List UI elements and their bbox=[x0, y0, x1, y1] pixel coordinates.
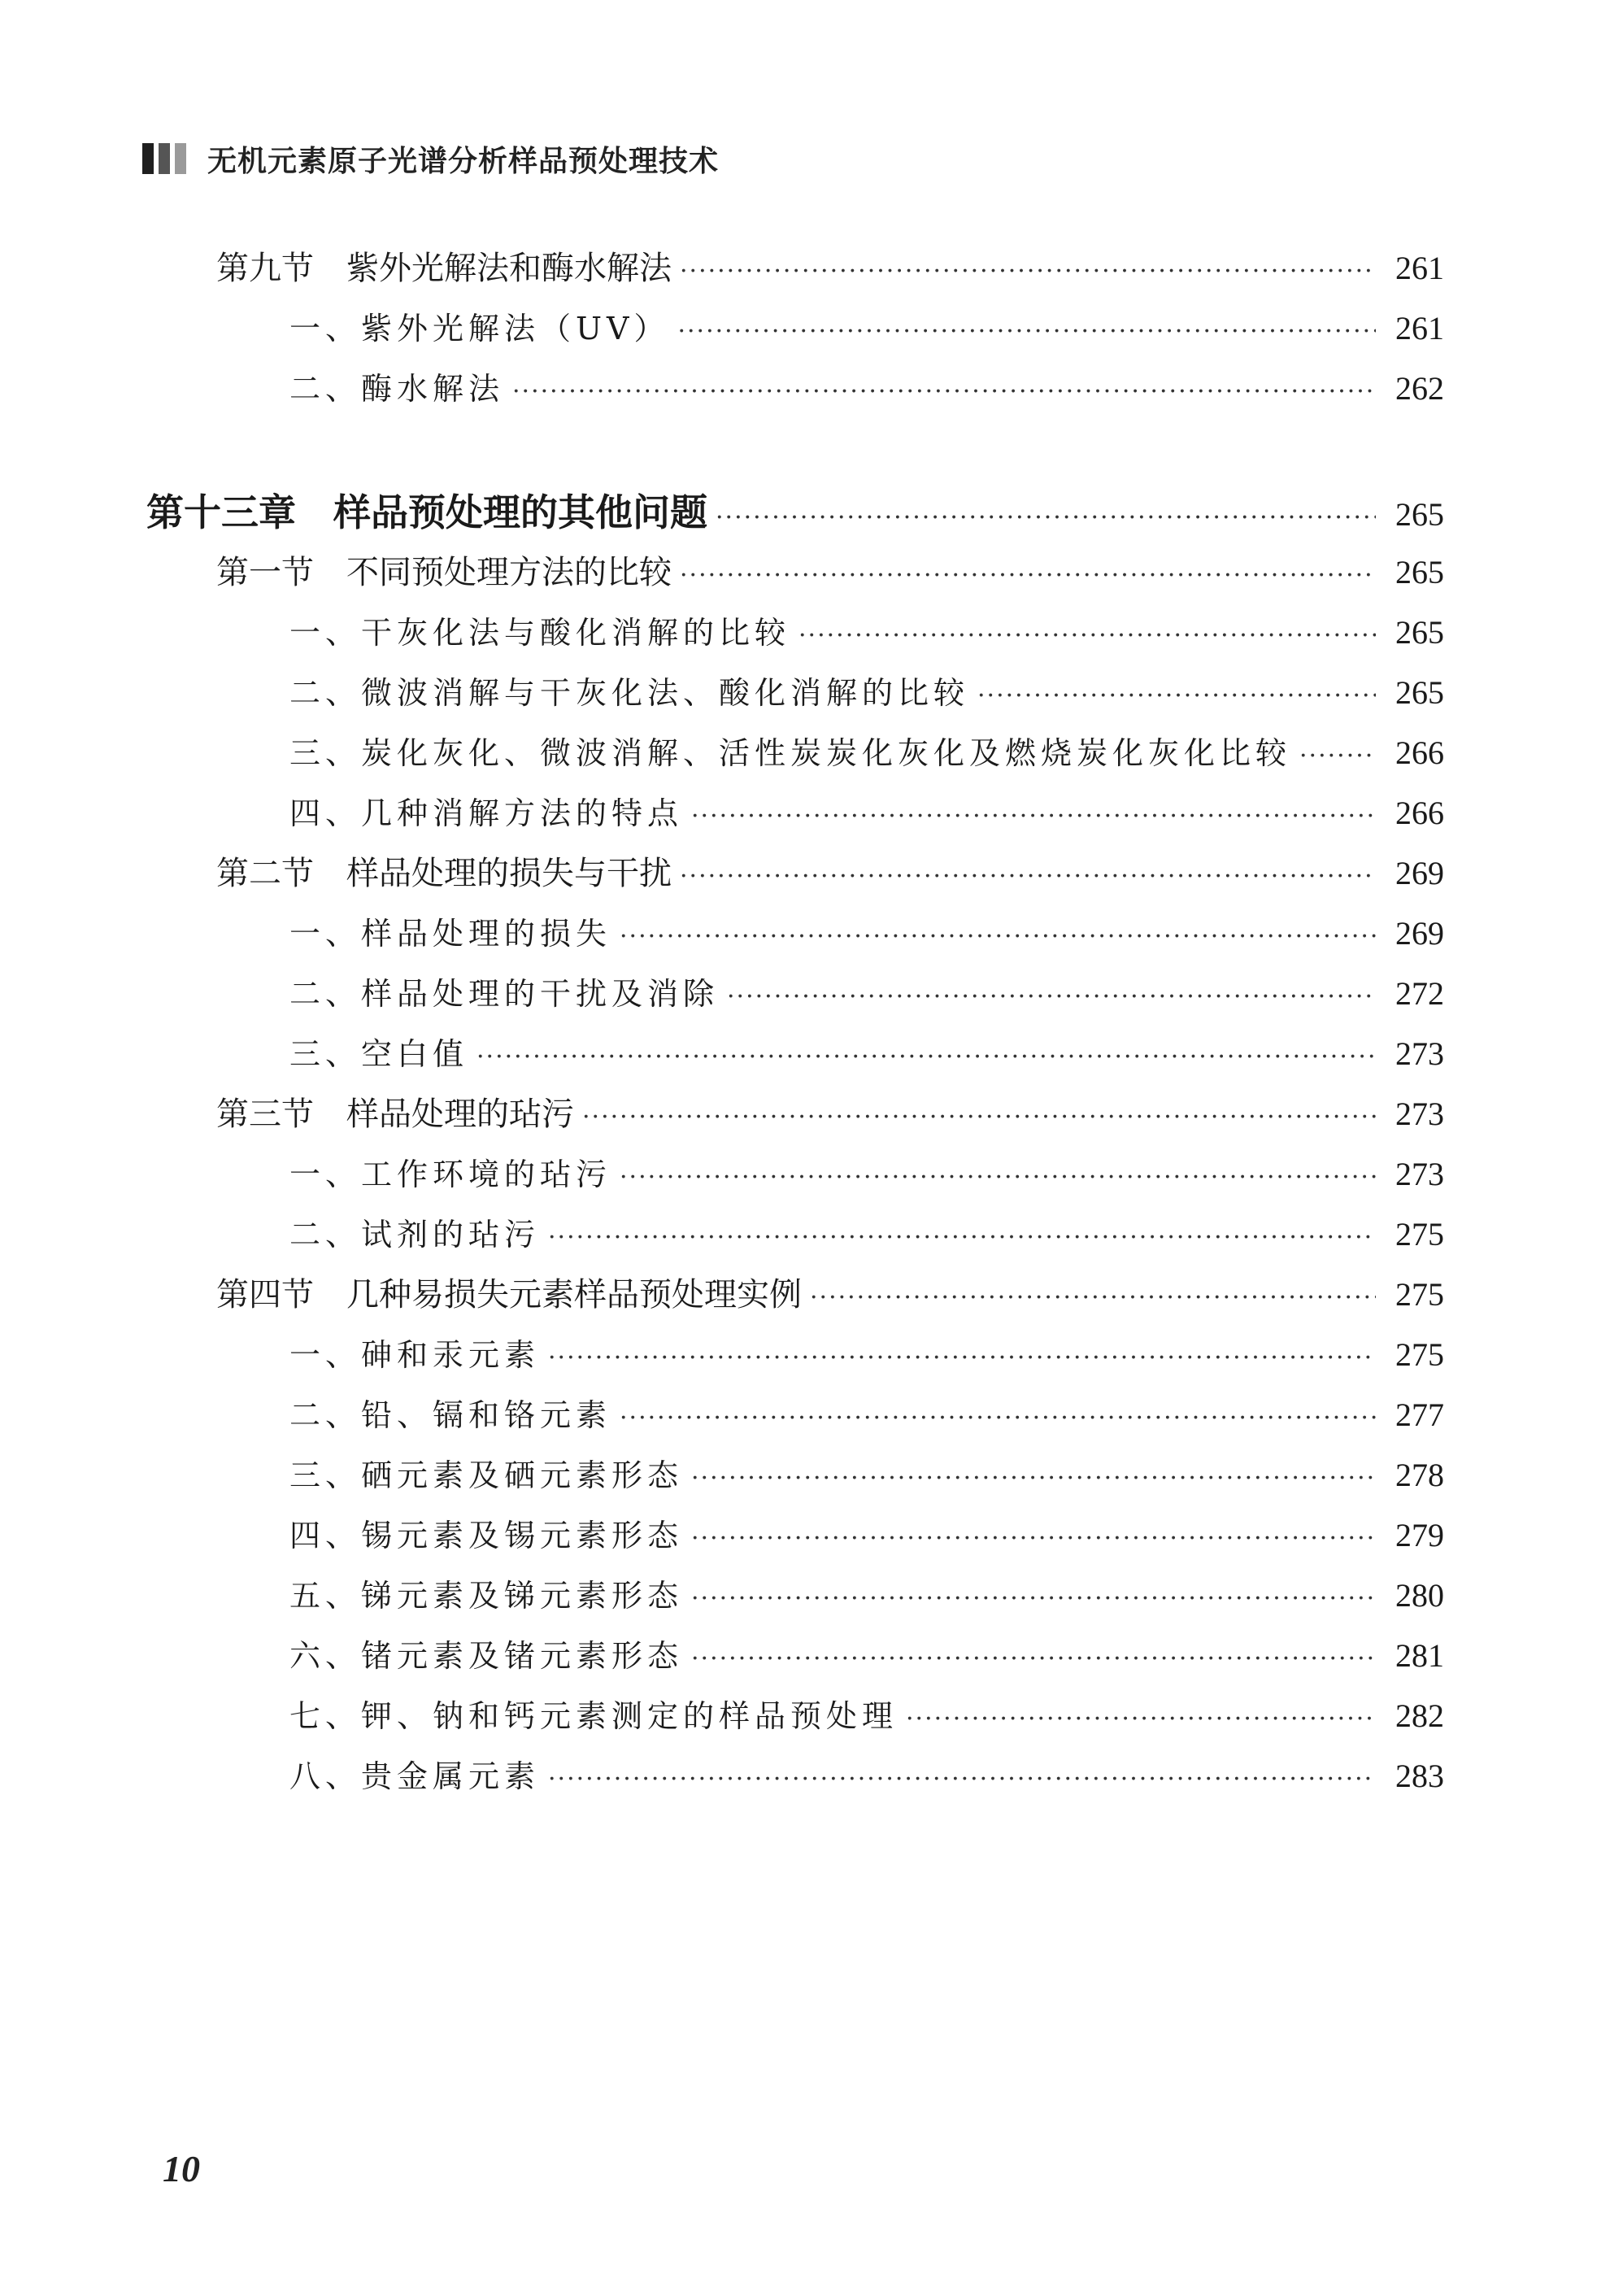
dot-leader bbox=[691, 1454, 1376, 1503]
toc-entry-label: 七、钾、钠和钙元素测定的样品预处理 bbox=[289, 1698, 899, 1734]
toc-entry-page: 278 bbox=[1395, 1457, 1444, 1493]
toc-entry-page: 269 bbox=[1395, 855, 1444, 891]
dot-leader bbox=[680, 852, 1376, 901]
toc-entry-label: 二、试剂的玷污 bbox=[289, 1217, 541, 1253]
toc-entry-page: 272 bbox=[1395, 975, 1444, 1012]
toc-entry-label: 一、紫外光解法（UV） bbox=[289, 311, 670, 346]
toc-entry-label: 第十三章 样品预处理的其他问题 bbox=[146, 490, 707, 534]
toc-entry-page: 266 bbox=[1395, 795, 1444, 831]
dot-leader bbox=[620, 913, 1376, 961]
toc-entry-label: 三、空白值 bbox=[289, 1036, 469, 1072]
toc-entry-page: 279 bbox=[1395, 1517, 1444, 1553]
toc-entry-item[interactable] bbox=[289, 1451, 1444, 1500]
toc-entry-item[interactable] bbox=[289, 1632, 1444, 1680]
dot-leader bbox=[1299, 732, 1376, 781]
toc-entry-label: 二、微波消解与干灰化法、酸化消解的比较 bbox=[289, 675, 970, 711]
dot-leader bbox=[620, 1394, 1376, 1443]
toc-entry-item[interactable] bbox=[289, 1331, 1444, 1379]
toc-entry-page: 269 bbox=[1395, 915, 1444, 952]
toc-entry-item[interactable] bbox=[289, 969, 1444, 1018]
dot-leader bbox=[512, 368, 1376, 416]
toc-entry-page: 275 bbox=[1395, 1336, 1444, 1373]
toc-entry-item[interactable] bbox=[289, 789, 1444, 838]
running-header-title: 无机元素原子光谱分析样品预处理技术 bbox=[207, 144, 720, 178]
toc-entry-page: 283 bbox=[1395, 1758, 1444, 1794]
toc-entry-label: 二、样品处理的干扰及消除 bbox=[289, 976, 720, 1012]
dot-leader bbox=[582, 1093, 1376, 1142]
toc-entry-section[interactable] bbox=[216, 1090, 1444, 1139]
header-bars-icon bbox=[142, 143, 186, 174]
dot-leader bbox=[691, 1635, 1376, 1684]
toc-entry-section[interactable] bbox=[216, 244, 1444, 293]
dot-leader bbox=[476, 1033, 1376, 1082]
toc-entry-label: 一、干灰化法与酸化消解的比较 bbox=[289, 615, 791, 651]
toc-entry-label: 第二节 样品处理的损失与干扰 bbox=[216, 855, 672, 892]
toc-entry-page: 262 bbox=[1395, 370, 1444, 407]
toc-entry-label: 四、几种消解方法的特点 bbox=[289, 795, 684, 831]
running-header bbox=[142, 138, 719, 179]
toc-entry-label: 四、锡元素及锡元素形态 bbox=[289, 1518, 684, 1553]
toc-entry-page: 273 bbox=[1395, 1096, 1444, 1132]
toc-entry-item[interactable] bbox=[289, 1692, 1444, 1741]
toc-entry-page: 275 bbox=[1395, 1216, 1444, 1253]
toc-entry-item[interactable] bbox=[289, 608, 1444, 657]
toc-entry-page: 265 bbox=[1395, 554, 1444, 590]
toc-entry-item[interactable] bbox=[289, 1752, 1444, 1801]
toc-entry-page: 265 bbox=[1395, 496, 1444, 533]
toc-entry-item[interactable] bbox=[289, 909, 1444, 958]
dot-leader bbox=[691, 1575, 1376, 1623]
toc-entry-item[interactable] bbox=[289, 1030, 1444, 1078]
toc-entry-page: 265 bbox=[1395, 674, 1444, 711]
dot-leader bbox=[680, 551, 1376, 600]
toc-entry-label: 六、锗元素及锗元素形态 bbox=[289, 1638, 684, 1674]
toc-entry-label: 第九节 紫外光解法和酶水解法 bbox=[216, 250, 672, 287]
toc-entry-label: 一、样品处理的损失 bbox=[289, 916, 612, 952]
dot-leader bbox=[716, 494, 1376, 542]
toc-entry-page: 280 bbox=[1395, 1577, 1444, 1614]
dot-leader bbox=[680, 247, 1376, 296]
toc-entry-item[interactable] bbox=[289, 364, 1444, 413]
page-number: 10 bbox=[163, 2148, 200, 2189]
dot-leader bbox=[548, 1213, 1376, 1262]
dot-leader bbox=[691, 792, 1376, 841]
toc-entry-page: 266 bbox=[1395, 734, 1444, 771]
toc-entry-item[interactable] bbox=[289, 1210, 1444, 1259]
toc-entry-chapter[interactable] bbox=[146, 488, 1444, 537]
toc-entry-label: 三、炭化灰化、微波消解、活性炭炭化灰化及燃烧炭化灰化比较 bbox=[289, 735, 1292, 771]
toc-entry-label: 第三节 样品处理的玷污 bbox=[216, 1096, 574, 1133]
toc-entry-label: 二、铅、镉和铬元素 bbox=[289, 1397, 612, 1433]
toc-entry-page: 273 bbox=[1395, 1035, 1444, 1072]
toc-entry-page: 282 bbox=[1395, 1697, 1444, 1734]
dot-leader bbox=[727, 973, 1376, 1022]
toc-entry-page: 281 bbox=[1395, 1637, 1444, 1674]
toc-entry-item[interactable] bbox=[289, 304, 1444, 353]
toc-entry-item[interactable] bbox=[289, 1511, 1444, 1560]
toc-entry-item[interactable] bbox=[289, 729, 1444, 778]
toc-entry-item[interactable] bbox=[289, 1391, 1444, 1440]
dot-leader bbox=[798, 612, 1376, 660]
toc-entry-label: 第四节 几种易损失元素样品预处理实例 bbox=[216, 1276, 802, 1314]
toc-entry-section[interactable] bbox=[216, 548, 1444, 597]
dot-leader bbox=[548, 1334, 1376, 1383]
toc-entry-label: 三、硒元素及硒元素形态 bbox=[289, 1457, 684, 1493]
toc-entry-page: 265 bbox=[1395, 614, 1444, 651]
toc-entry-label: 第一节 不同预处理方法的比较 bbox=[216, 554, 672, 591]
toc-entry-label: 八、贵金属元素 bbox=[289, 1758, 541, 1794]
dot-leader bbox=[691, 1514, 1376, 1563]
dot-leader bbox=[810, 1274, 1376, 1322]
dot-leader bbox=[977, 672, 1376, 721]
toc-entry-section[interactable] bbox=[216, 1270, 1444, 1319]
toc-entry-page: 275 bbox=[1395, 1276, 1444, 1313]
toc-entry-page: 261 bbox=[1395, 310, 1444, 346]
dot-leader bbox=[906, 1695, 1376, 1744]
toc-entry-section[interactable] bbox=[216, 849, 1444, 898]
dot-leader bbox=[677, 307, 1376, 356]
toc-entry-page: 277 bbox=[1395, 1396, 1444, 1433]
dot-leader bbox=[548, 1755, 1376, 1804]
toc-entry-label: 一、砷和汞元素 bbox=[289, 1337, 541, 1373]
dot-leader bbox=[620, 1153, 1376, 1202]
toc-entry-page: 261 bbox=[1395, 250, 1444, 286]
toc-entry-label: 五、锑元素及锑元素形态 bbox=[289, 1578, 684, 1614]
toc-entry-label: 二、酶水解法 bbox=[289, 371, 505, 407]
toc-entry-item[interactable] bbox=[289, 1571, 1444, 1620]
toc-entry-page: 273 bbox=[1395, 1156, 1444, 1192]
toc-entry-item[interactable] bbox=[289, 1150, 1444, 1199]
toc-entry-item[interactable] bbox=[289, 669, 1444, 717]
toc-entry-label: 一、工作环境的玷污 bbox=[289, 1157, 612, 1192]
